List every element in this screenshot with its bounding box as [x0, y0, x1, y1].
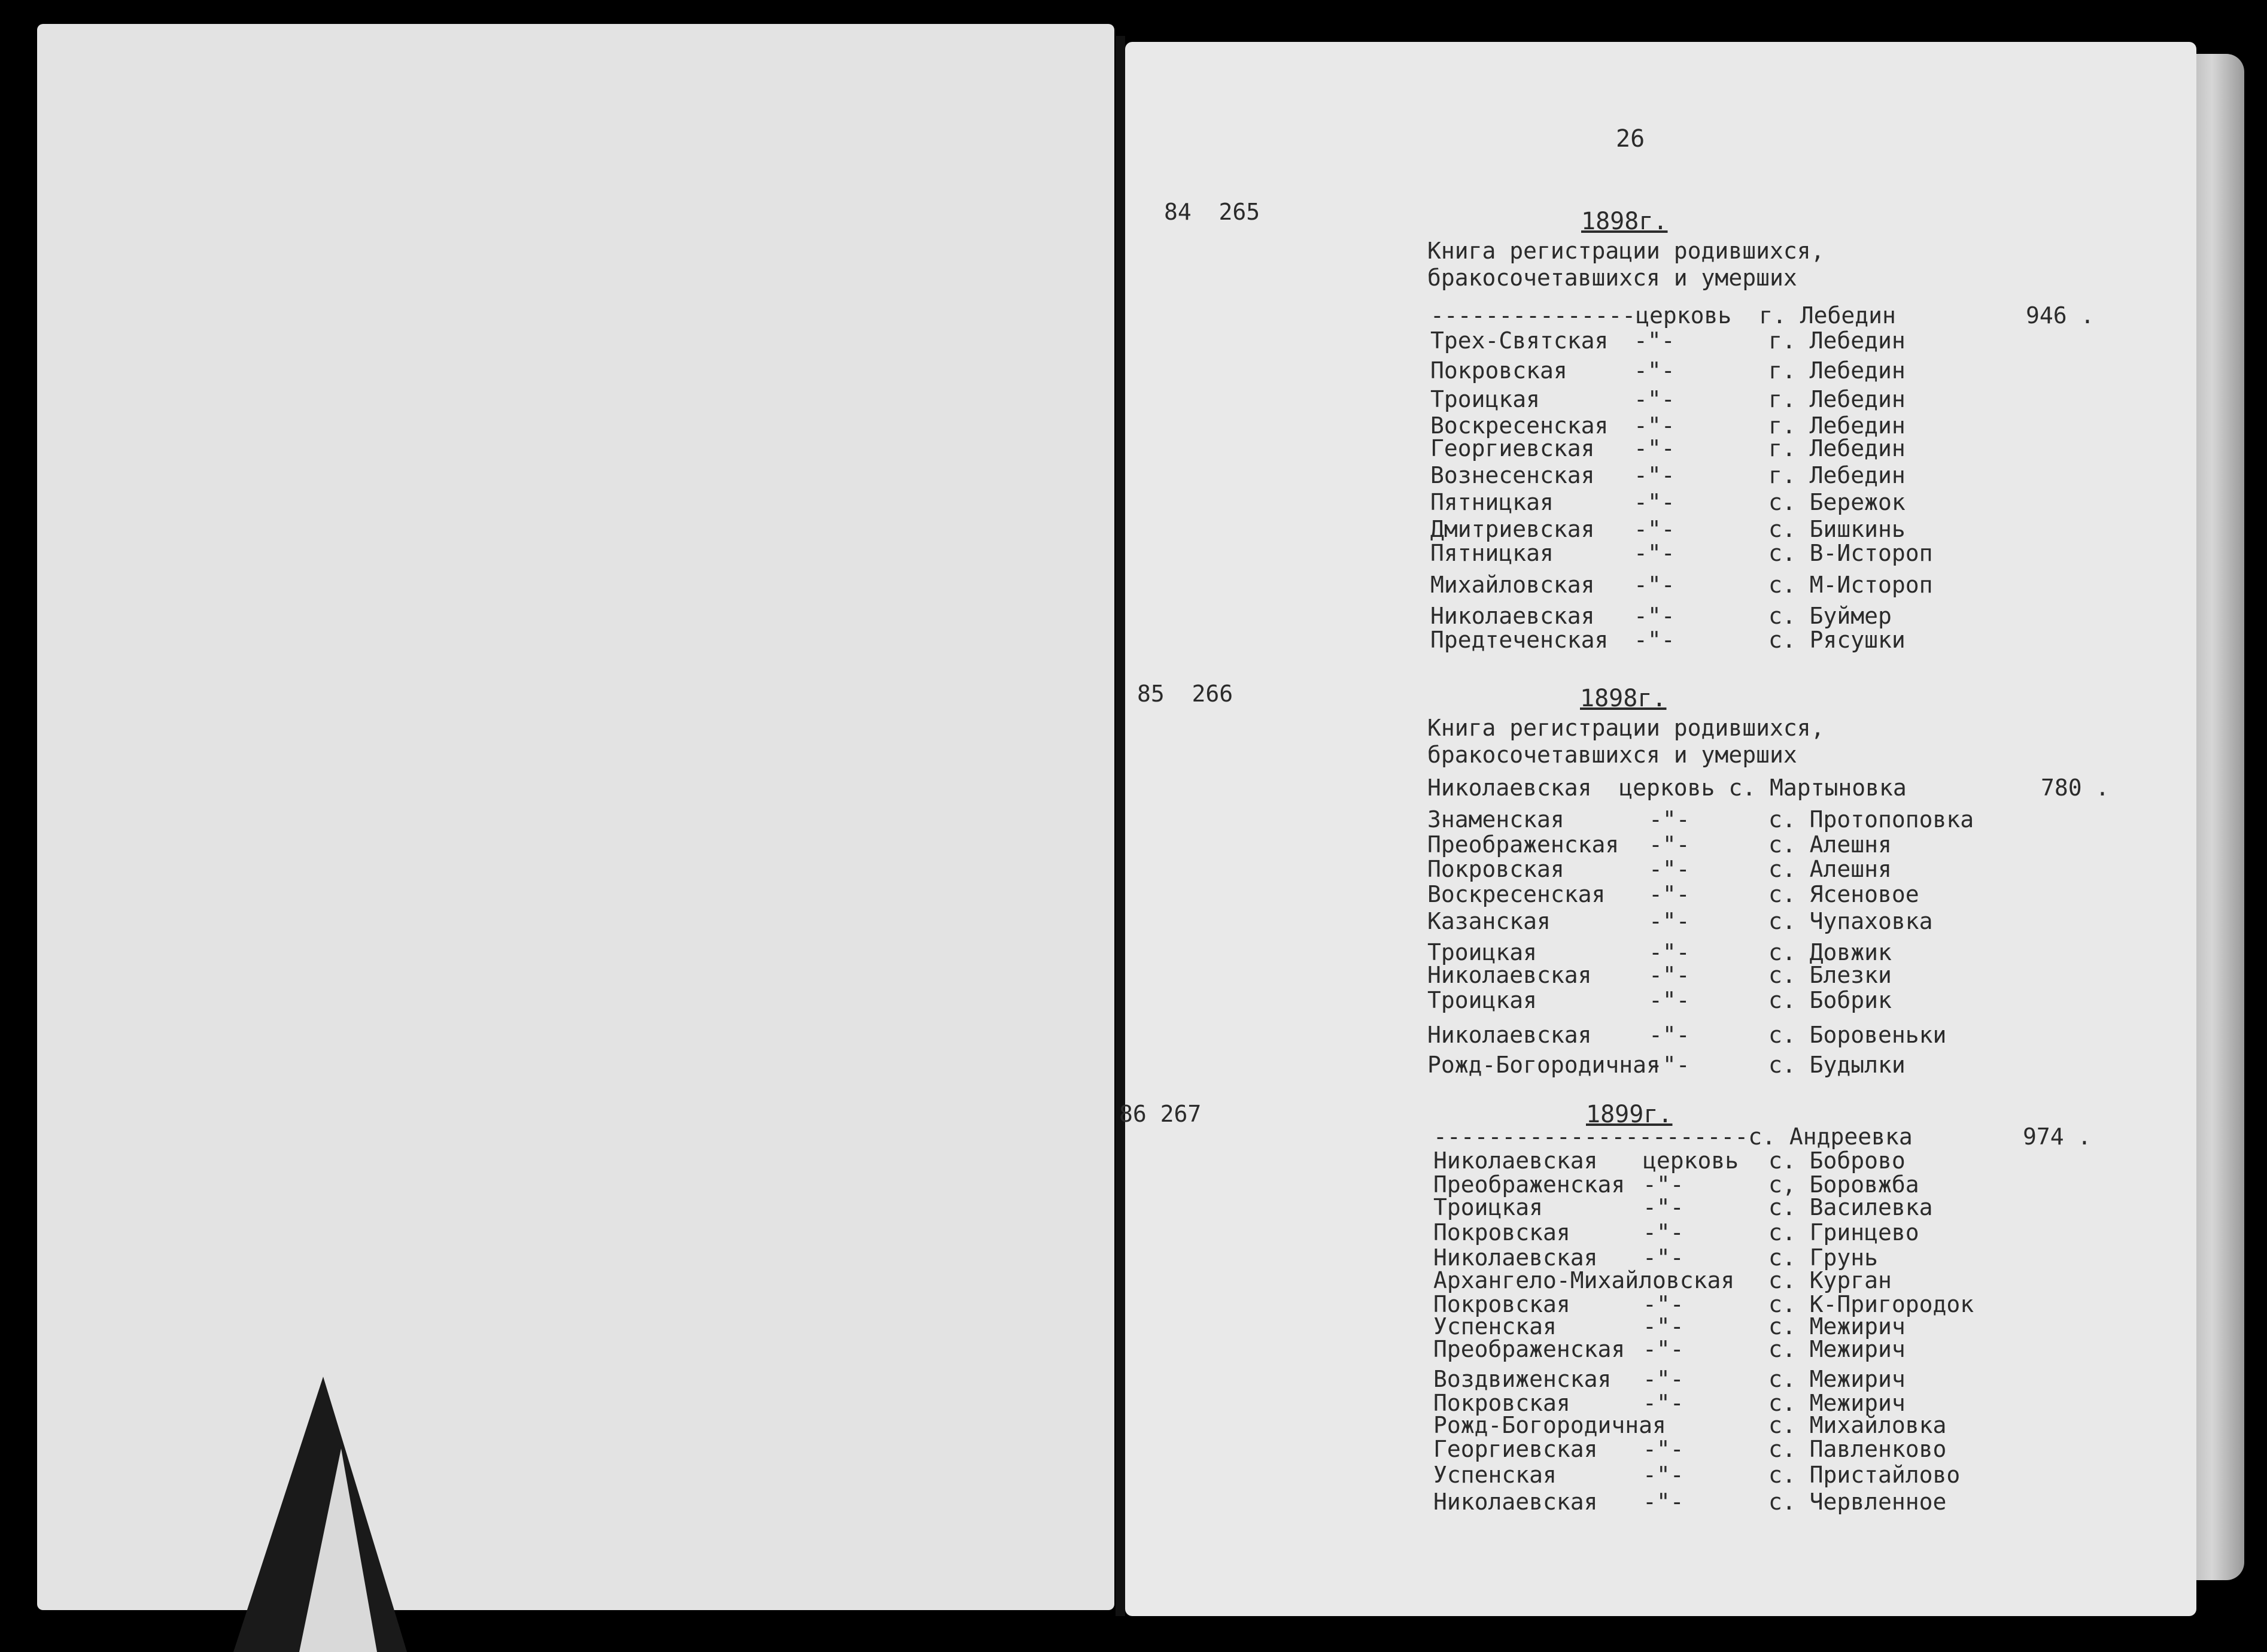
- ditto-mark: -"-: [1634, 435, 1675, 461]
- ditto-mark: -"-: [1643, 1390, 1684, 1416]
- place-name: с. Алешня: [1768, 831, 1892, 858]
- archive-index-2: 85 266: [1137, 681, 1233, 707]
- church-name: Пятницкая: [1430, 489, 1554, 515]
- church-name: Преображенская: [1433, 1171, 1625, 1198]
- church-name: Покровская: [1433, 1219, 1570, 1246]
- ditto-mark: -"-: [1643, 1366, 1684, 1392]
- place-name: с. М-Истороп: [1768, 572, 1933, 598]
- church-name: Рожд-Богородичная: [1427, 1052, 1660, 1078]
- church-name: Георгиевская: [1433, 1436, 1598, 1462]
- place-name: с. Межирич: [1768, 1313, 1906, 1340]
- archive-index-3: 86 267: [1119, 1101, 1202, 1127]
- church-name: Воздвиженская: [1433, 1366, 1612, 1392]
- place-name: с. Червленное: [1768, 1489, 1947, 1515]
- church-name: Воскресенская: [1430, 412, 1609, 439]
- place-name: с. Михайловка: [1768, 1412, 1947, 1438]
- place-name: с. Протопоповка: [1768, 806, 1974, 833]
- church-name: Николаевская: [1433, 1244, 1598, 1271]
- section-title-line2-2: бракосочетавшихся и умерших: [1427, 742, 1797, 768]
- church-name: Предтеченская: [1430, 627, 1609, 653]
- place-name: с. Гринцево: [1768, 1219, 1919, 1246]
- church-name: Знаменская: [1427, 806, 1564, 833]
- section-year-2: 1898г.: [1580, 685, 1667, 712]
- church-name: Троицкая: [1430, 386, 1540, 412]
- place-name: с. Буймер: [1768, 603, 1892, 629]
- ditto-mark: -"-: [1649, 962, 1690, 988]
- church-name: Михайловская: [1430, 572, 1595, 598]
- place-name: с. Курган: [1768, 1267, 1892, 1293]
- page-number: 26: [1616, 125, 1645, 153]
- place-name: г. Лебедин: [1768, 412, 1906, 439]
- section-total-2: 780 .: [2041, 775, 2110, 801]
- church-name: Дмитриевская: [1430, 516, 1595, 542]
- section-header-1: ---------------церковь г. Лебедин: [1430, 302, 1896, 329]
- ditto-mark: -"-: [1634, 327, 1675, 354]
- section-header-3: -----------------------с. Андреевка: [1433, 1123, 1913, 1150]
- church-name: Николаевская: [1433, 1147, 1598, 1174]
- bookmark-ribbon-inner: [299, 1448, 377, 1652]
- church-name: Архангело-Михайловская: [1433, 1267, 1735, 1293]
- section-title-line1-1: Книга регистрации родившихся,: [1427, 238, 1825, 264]
- place-name: с. Блезки: [1768, 962, 1892, 988]
- church-name: Покровская: [1427, 856, 1564, 882]
- section-header-2: Николаевская церковь с. Мартыновка: [1427, 775, 1907, 801]
- place-name: с. Бережок: [1768, 489, 1906, 515]
- church-name: Рожд-Богородичная: [1433, 1412, 1666, 1438]
- place-name: с. Межирич: [1768, 1336, 1906, 1362]
- ditto-mark: -"-: [1634, 489, 1675, 515]
- place-name: с. Пристайлово: [1768, 1462, 1961, 1488]
- place-name: с. Боброво: [1768, 1147, 1906, 1174]
- church-name: Казанская: [1427, 908, 1551, 934]
- place-name: с. В-Истороп: [1768, 540, 1933, 566]
- ditto-mark: -"-: [1643, 1219, 1684, 1246]
- church-name: Трех-Святская: [1430, 327, 1609, 354]
- ditto-mark: -"-: [1643, 1171, 1684, 1198]
- place-name: с. Довжик: [1768, 939, 1892, 965]
- place-name: с. Бишкинь: [1768, 516, 1906, 542]
- place-name: с. Ясеновое: [1768, 881, 1919, 907]
- church-name: Покровская: [1433, 1291, 1570, 1317]
- ditto-mark: -"-: [1643, 1489, 1684, 1515]
- section-total-1: 946 .: [2026, 302, 2095, 329]
- place-name: с, Боровжба: [1768, 1171, 1919, 1198]
- section-year-3: 1899г.: [1586, 1101, 1673, 1128]
- church-name: Покровская: [1433, 1390, 1570, 1416]
- place-name: г. Лебедин: [1768, 435, 1906, 461]
- church-name: Успенская: [1433, 1313, 1557, 1340]
- ditto-mark: -"-: [1643, 1462, 1684, 1488]
- church-name: Преображенская: [1433, 1336, 1625, 1362]
- section-year-1: 1898г.: [1581, 208, 1668, 235]
- place-name: с. Бобрик: [1768, 987, 1892, 1013]
- church-name: Преображенская: [1427, 831, 1619, 858]
- ditto-mark: -"-: [1649, 1052, 1690, 1078]
- page-stack-edge: [2190, 54, 2244, 1580]
- ditto-mark: -"-: [1634, 357, 1675, 384]
- church-name: Георгиевская: [1430, 435, 1595, 461]
- ditto-mark: -"-: [1643, 1336, 1684, 1362]
- left-page: [37, 24, 1114, 1610]
- place-name: с. Алешня: [1768, 856, 1892, 882]
- place-name: с. К-Пригородок: [1768, 1291, 1974, 1317]
- ditto-mark: -"-: [1634, 462, 1675, 488]
- archive-index-1: 84 265: [1164, 199, 1260, 225]
- ditto-mark: -"-: [1649, 908, 1690, 934]
- place-name: с. Грунь: [1768, 1244, 1879, 1271]
- church-name: Вознесенская: [1430, 462, 1595, 488]
- place-name: г. Лебедин: [1768, 462, 1906, 488]
- section-title-line2-1: бракосочетавшихся и умерших: [1427, 265, 1797, 291]
- place-name: с. Павленково: [1768, 1436, 1947, 1462]
- ditto-mark: -"-: [1649, 856, 1690, 882]
- place-name: г. Лебедин: [1768, 386, 1906, 412]
- church-name: Троицкая: [1427, 987, 1537, 1013]
- ditto-mark: -"-: [1634, 516, 1675, 542]
- church-name: Покровская: [1430, 357, 1567, 384]
- church-name: Николаевская: [1430, 603, 1595, 629]
- ditto-mark: -"-: [1643, 1436, 1684, 1462]
- place-name: г. Лебедин: [1768, 327, 1906, 354]
- ditto-mark: церковь: [1643, 1147, 1739, 1174]
- ditto-mark: -"-: [1643, 1244, 1684, 1271]
- ditto-mark: -"-: [1643, 1194, 1684, 1220]
- church-name: Николаевская: [1427, 1022, 1592, 1048]
- church-name: Воскресенская: [1427, 881, 1606, 907]
- place-name: с. Межирич: [1768, 1390, 1906, 1416]
- ditto-mark: -"-: [1634, 572, 1675, 598]
- place-name: с. Рясушки: [1768, 627, 1906, 653]
- ditto-mark: -"-: [1634, 386, 1675, 412]
- ditto-mark: -"-: [1634, 627, 1675, 653]
- ditto-mark: -"-: [1649, 1022, 1690, 1048]
- ditto-mark: -"-: [1634, 540, 1675, 566]
- section-title-line1-2: Книга регистрации родившихся,: [1427, 715, 1825, 741]
- place-name: с. Межирич: [1768, 1366, 1906, 1392]
- church-name: Троицкая: [1427, 939, 1537, 965]
- church-name: Троицкая: [1433, 1194, 1543, 1220]
- church-name: Пятницкая: [1430, 540, 1554, 566]
- church-name: Николаевская: [1427, 962, 1592, 988]
- ditto-mark: -"-: [1649, 881, 1690, 907]
- ditto-mark: -"-: [1643, 1313, 1684, 1340]
- section-total-3: 974 .: [2023, 1123, 2092, 1150]
- church-name: Успенская: [1433, 1462, 1557, 1488]
- ditto-mark: -"-: [1649, 831, 1690, 858]
- ditto-mark: -"-: [1649, 806, 1690, 833]
- place-name: г. Лебедин: [1768, 357, 1906, 384]
- ditto-mark: -"-: [1649, 939, 1690, 965]
- place-name: с. Будылки: [1768, 1052, 1906, 1078]
- ditto-mark: -"-: [1634, 603, 1675, 629]
- ditto-mark: -"-: [1643, 1291, 1684, 1317]
- book-spine: [1116, 36, 1125, 1616]
- church-name: Николаевская: [1433, 1489, 1598, 1515]
- place-name: с. Чупаховка: [1768, 908, 1933, 934]
- ditto-mark: -"-: [1634, 412, 1675, 439]
- place-name: с. Боровеньки: [1768, 1022, 1947, 1048]
- ditto-mark: -"-: [1649, 987, 1690, 1013]
- place-name: с. Василевка: [1768, 1194, 1933, 1220]
